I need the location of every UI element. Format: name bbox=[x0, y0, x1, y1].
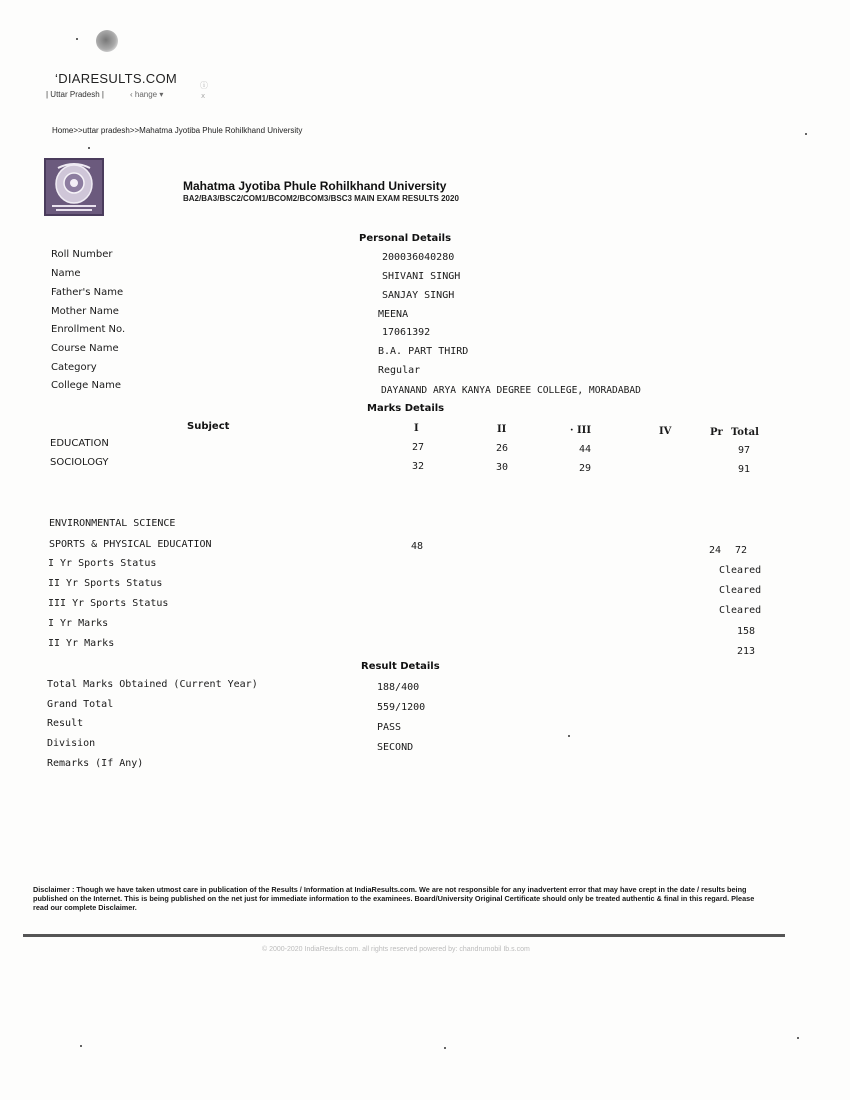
practical-cell: 24 bbox=[709, 545, 722, 556]
sports-status-value: Cleared bbox=[719, 585, 762, 596]
subject-name: SOCIOLOGY bbox=[50, 457, 109, 468]
result-label: Result bbox=[47, 718, 84, 729]
roll-number-label: Roll Number bbox=[51, 249, 113, 260]
marks-details-heading: Marks Details bbox=[367, 403, 445, 414]
result-details-heading: Result Details bbox=[361, 661, 440, 672]
university-seal-logo bbox=[44, 158, 104, 216]
scan-speck bbox=[76, 38, 78, 40]
enrollment-value: 17061392 bbox=[382, 327, 431, 338]
total-cell: 72 bbox=[735, 545, 748, 556]
year-marks-label: II Yr Marks bbox=[48, 638, 115, 649]
info-icon[interactable]: ⓘ bbox=[200, 81, 208, 90]
disclaimer-text: Disclaimer : Though we have taken utmost care in publication of the Results / Information at IndiaResults.com. We are not responsible for any inadvertent error that may have crept in the date / results being published on the Internet. This is being published on the net just for immediate information to the examinees. Board/University Original Certificate should only be treated authentic & final in this regard. Please read our complete Disclaimer. bbox=[33, 885, 755, 912]
paper-iii-header: · III bbox=[570, 425, 591, 436]
mother-name-value: MEENA bbox=[378, 309, 409, 320]
scan-speck bbox=[80, 1045, 82, 1047]
close-icon[interactable]: x bbox=[201, 92, 206, 100]
sports-status-label: I Yr Sports Status bbox=[48, 558, 157, 569]
exam-subtitle: BA2/BA3/BSC2/COM1/BCOM2/BCOM3/BSC3 MAIN EXAM RESULTS 2020 bbox=[183, 194, 459, 203]
university-name: Mahatma Jyotiba Phule Rohilkhand University bbox=[183, 179, 447, 193]
name-value: SHIVANI SINGH bbox=[382, 271, 461, 282]
subject-column-header: Subject bbox=[187, 421, 230, 432]
footer-divider bbox=[23, 934, 785, 937]
marks-cell: 27 bbox=[412, 442, 425, 453]
division-label: Division bbox=[47, 738, 96, 749]
marks-cell: 26 bbox=[496, 443, 509, 454]
marks-cell: 44 bbox=[579, 444, 592, 455]
site-logo[interactable]: ‘DIARESULTS.COM bbox=[55, 71, 177, 86]
paper-i-header: I bbox=[414, 423, 419, 434]
course-name-label: Course Name bbox=[51, 343, 119, 354]
paper-iv-header: IV bbox=[659, 426, 672, 437]
fathers-name-value: SANJAY SINGH bbox=[382, 290, 455, 301]
college-name-value: DAYANAND ARYA KANYA DEGREE COLLEGE, MORADABAD bbox=[381, 385, 641, 396]
result-value: PASS bbox=[377, 722, 402, 733]
sports-status-label: II Yr Sports Status bbox=[48, 578, 163, 589]
course-name-value: B.A. PART THIRD bbox=[378, 346, 469, 357]
fathers-name-label: Father's Name bbox=[51, 287, 124, 298]
name-label: Name bbox=[51, 268, 81, 279]
scan-speck bbox=[805, 133, 807, 135]
sports-status-value: Cleared bbox=[719, 565, 762, 576]
college-name-label: College Name bbox=[51, 380, 121, 391]
scan-speck bbox=[88, 147, 90, 149]
marks-cell: 32 bbox=[412, 461, 425, 472]
marks-cell: 30 bbox=[496, 462, 509, 473]
remarks-label: Remarks (If Any) bbox=[47, 758, 144, 769]
paper-ii-header: II bbox=[497, 424, 507, 435]
copyright-text: © 2000-2020 IndiaResults.com. all rights reserved powered by: chandrumobil Ib.s.com bbox=[262, 946, 530, 953]
subject-name: EDUCATION bbox=[50, 438, 109, 449]
category-label: Category bbox=[51, 362, 97, 373]
scan-speck bbox=[568, 735, 570, 737]
grand-total-value: 559/1200 bbox=[377, 702, 426, 713]
sports-status-value: Cleared bbox=[719, 605, 762, 616]
subject-name: SPORTS & PHYSICAL EDUCATION bbox=[49, 539, 212, 550]
total-marks-value: 188/400 bbox=[377, 682, 420, 693]
change-state-link[interactable]: ‹ hange ▾ bbox=[130, 90, 164, 99]
sports-status-label: III Yr Sports Status bbox=[48, 598, 169, 609]
scan-mark bbox=[96, 30, 118, 52]
division-value: SECOND bbox=[377, 742, 414, 753]
marks-cell: 29 bbox=[579, 463, 592, 474]
subject-name: ENVIRONMENTAL SCIENCE bbox=[49, 518, 176, 529]
marks-cell: 48 bbox=[411, 541, 424, 552]
enrollment-label: Enrollment No. bbox=[51, 324, 126, 335]
total-cell: 91 bbox=[738, 464, 751, 475]
roll-number-value: 200036040280 bbox=[382, 252, 455, 263]
scan-speck bbox=[444, 1047, 446, 1049]
practical-header: Pr bbox=[710, 427, 723, 438]
total-header: Total bbox=[731, 427, 759, 438]
scan-speck bbox=[797, 1037, 799, 1039]
year-marks-label: I Yr Marks bbox=[48, 618, 109, 629]
total-cell: 97 bbox=[738, 445, 751, 456]
year-marks-value: 213 bbox=[737, 646, 756, 657]
mother-name-label: Mother Name bbox=[51, 306, 119, 317]
personal-details-heading: Personal Details bbox=[359, 233, 452, 244]
total-marks-label: Total Marks Obtained (Current Year) bbox=[47, 679, 258, 690]
state-selector-label: | Uttar Pradesh | bbox=[46, 90, 104, 99]
breadcrumb[interactable]: Home>>uttar pradesh>>Mahatma Jyotiba Phule Rohilkhand University bbox=[52, 126, 303, 135]
category-value: Regular bbox=[378, 365, 421, 376]
year-marks-value: 158 bbox=[737, 626, 756, 637]
grand-total-label: Grand Total bbox=[47, 699, 114, 710]
